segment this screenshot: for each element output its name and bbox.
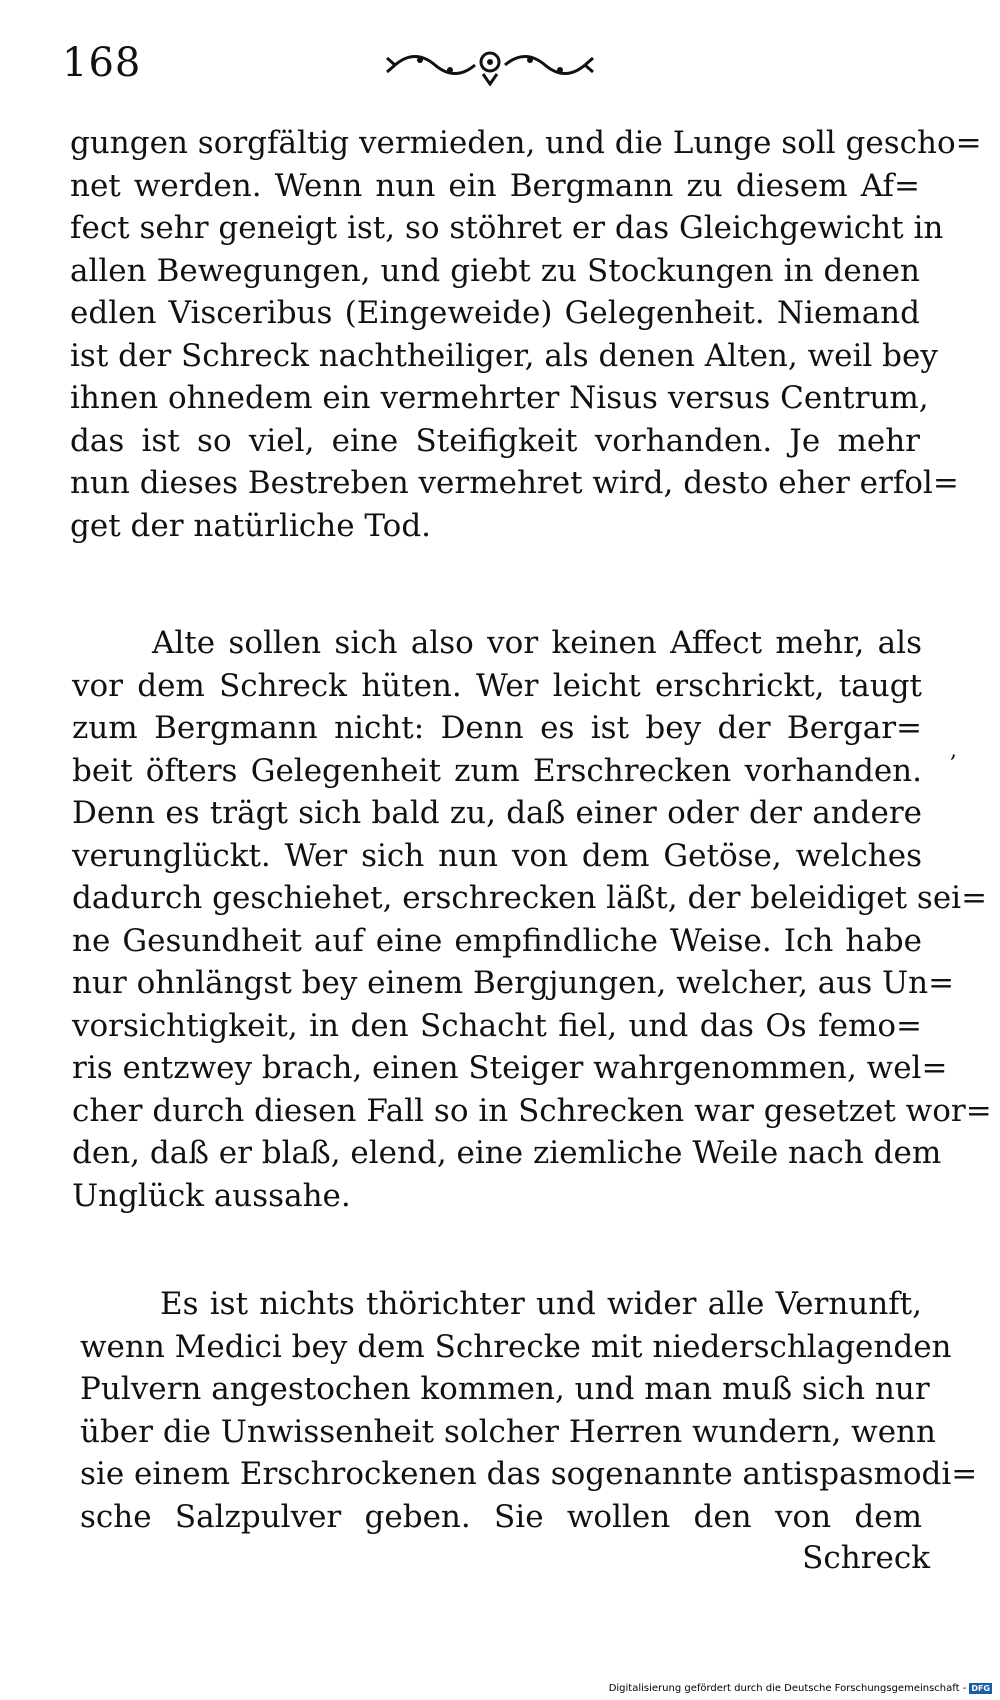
text-line: allen Bewegungen, und giebt zu Stockungen in denen xyxy=(70,252,920,289)
text-line: nur ohnlängst bey einem Bergjungen, welcher, aus Un= xyxy=(72,965,955,1001)
text-line: nun dieses Bestreben vermehret wird, desto eher erfol= xyxy=(70,465,959,501)
text-line: zum Bergmann nicht: Denn es ist bey der Bergar= xyxy=(72,710,922,746)
text-line: dadurch geschiehet, erschrecken läßt, der beleidiget sei= xyxy=(72,880,988,916)
text-line: Denn es trägt sich bald zu, daß einer oder der andere xyxy=(72,795,922,831)
text-line: ne Gesundheit auf eine empfindliche Weise. Ich habe xyxy=(72,922,922,959)
footer-text: Digitalisierung gefördert durch die Deutsche Forschungsgemeinschaft - xyxy=(608,1683,967,1694)
text-line: sie einem Erschrockenen das sogenannte antispasmodi= xyxy=(80,1456,978,1492)
text-line: beit öfters Gelegenheit zum Erschrecken vorhanden. xyxy=(72,752,922,789)
text-line: über die Unwissenheit solcher Herren wundern, wenn xyxy=(80,1413,936,1450)
catchword: Schreck xyxy=(802,1540,930,1576)
text-line: den, daß er blaß, elend, eine ziemliche Weile nach dem xyxy=(72,1135,942,1171)
margin-mark: , xyxy=(950,738,957,763)
ornament-icon xyxy=(385,40,595,90)
text-line: cher durch diesen Fall so in Schrecken war gesetzet wor= xyxy=(72,1092,992,1129)
digitization-footer xyxy=(609,1683,992,1694)
text-line: vor dem Schreck hüten. Wer leicht erschrickt, taugt xyxy=(72,667,922,704)
page-number: 168 xyxy=(62,40,142,86)
text-line: sche Salzpulver geben. Sie wollen den von dem xyxy=(80,1498,922,1535)
text-line: ist der Schreck nachtheiliger, als denen Alten, weil bey xyxy=(70,337,938,374)
paragraph-1 xyxy=(70,122,982,547)
text-line: Unglück aussahe. xyxy=(72,1177,351,1214)
text-line: Alte sollen sich also vor keinen Affect mehr, als xyxy=(152,625,922,661)
text-line: wenn Medici bey dem Schrecke mit niederschlagenden xyxy=(80,1328,952,1365)
text-line: get der natürliche Tod. xyxy=(70,507,432,544)
text-line: edlen Visceribus (Eingeweide) Gelegenheit. Niemand xyxy=(70,295,920,331)
text-line: Pulvern angestochen kommen, und man muß sich nur xyxy=(80,1371,930,1407)
text-line: Es ist nichts thörichter und wider alle Vernunft, xyxy=(160,1286,922,1322)
paragraph-2 xyxy=(72,622,992,1217)
text-line: vorsichtigkeit, in den Schacht fiel, und das Os femo= xyxy=(72,1007,922,1044)
text-line: das ist so viel, eine Steifigkeit vorhanden. Je mehr xyxy=(70,422,920,459)
dfg-logo-icon: DFG xyxy=(971,1684,990,1693)
text-line: net werden. Wenn nun ein Bergmann zu diesem Af= xyxy=(70,167,920,204)
text-line: ris entzwey brach, einen Steiger wahrgenommen, wel= xyxy=(72,1050,948,1086)
text-line: gungen sorgfältig vermieden, und die Lunge soll gescho= xyxy=(70,125,982,161)
text-line: verunglückt. Wer sich nun von dem Getöse, welches xyxy=(72,837,922,874)
text-line: fect sehr geneigt ist, so stöhret er das Gleichgewicht in xyxy=(70,210,944,246)
text-line: ihnen ohnedem ein vermehrter Nisus versus Centrum, xyxy=(70,380,929,416)
paragraph-3 xyxy=(80,1283,978,1538)
